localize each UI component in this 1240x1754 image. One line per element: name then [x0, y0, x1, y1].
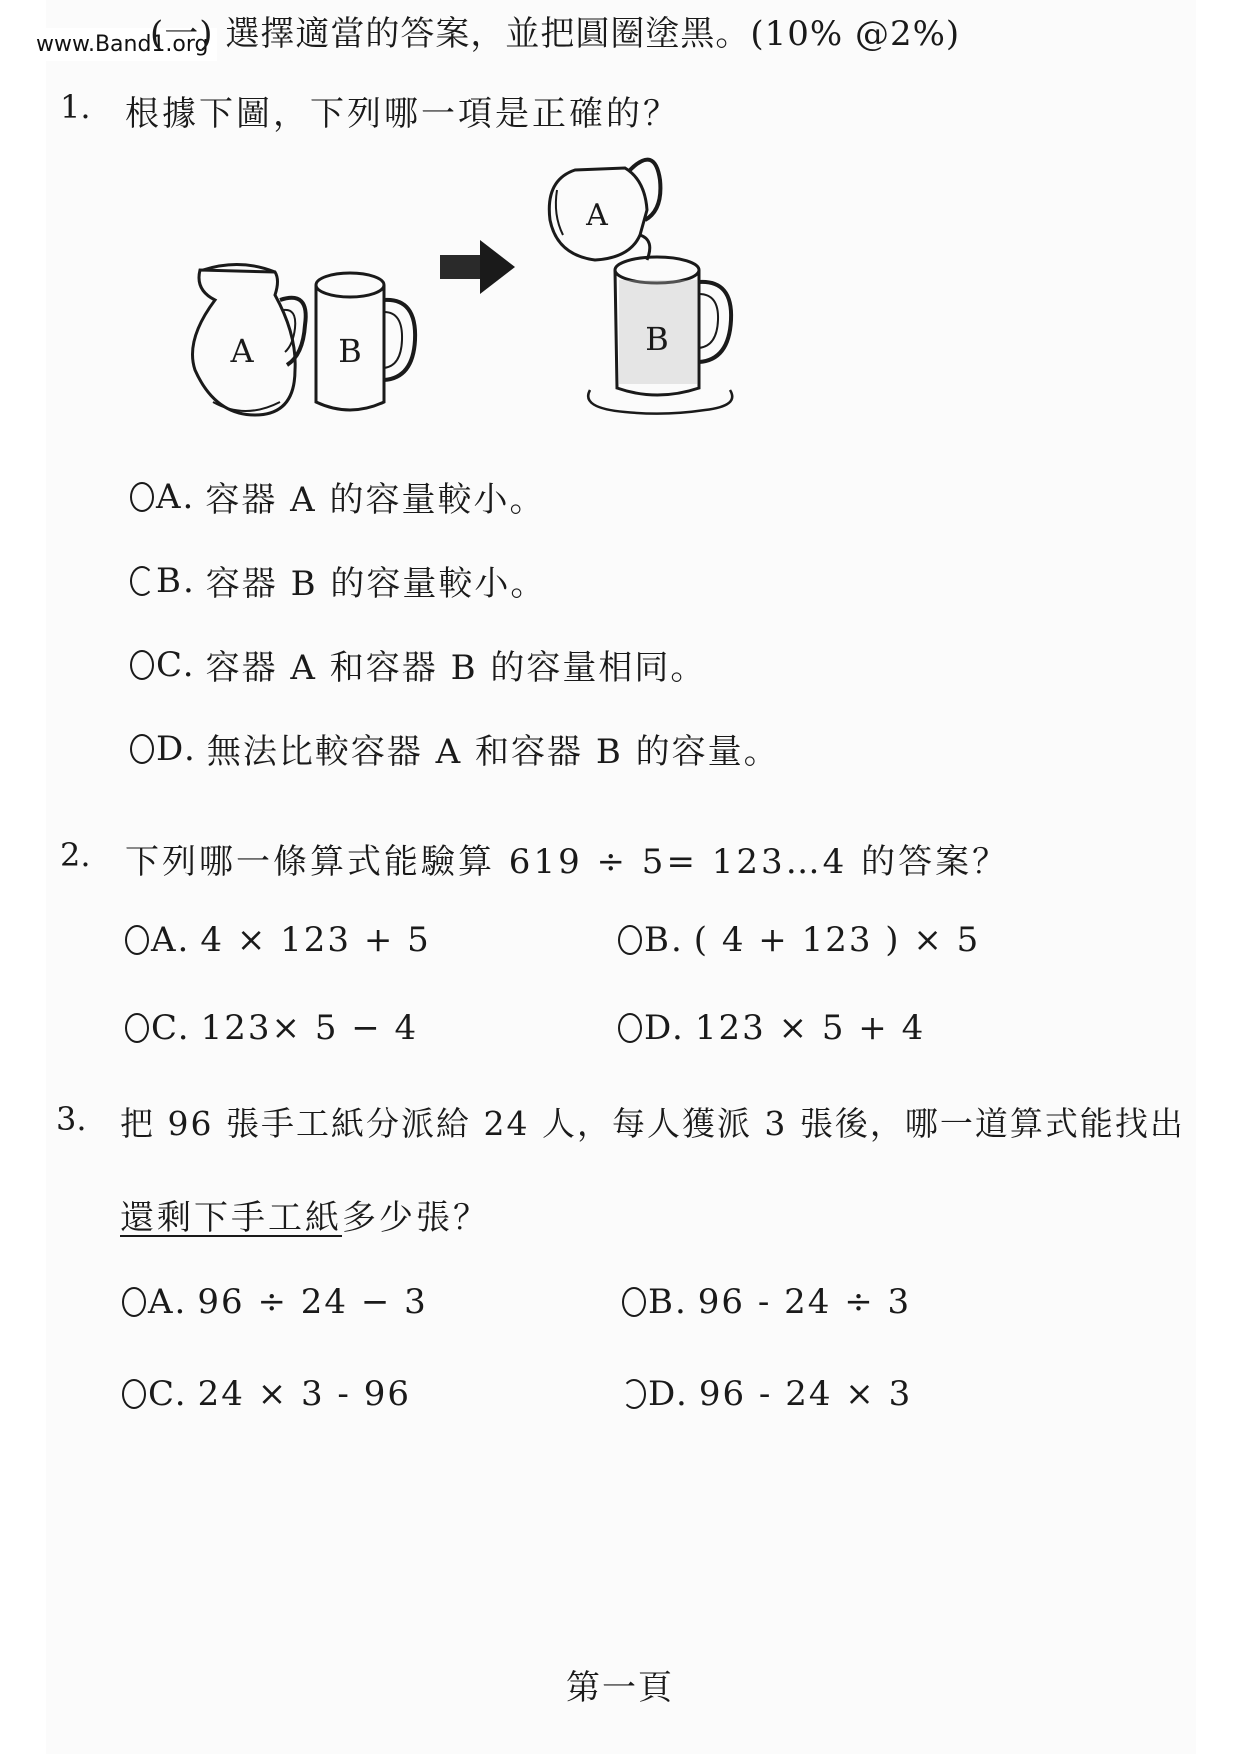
q1-option-b[interactable]: B. 容器 B 的容量較小。 [130, 556, 546, 605]
label-b-left: B [338, 332, 362, 370]
q3-option-d[interactable]: D. 96 - 24 × 3 [622, 1374, 912, 1414]
answer-bubble[interactable] [622, 1287, 646, 1317]
question-3-text-line1: 把 96 張手工紙分派給 24 人，每人獲派 3 張後，哪一道算式能找出 [120, 1104, 1185, 1143]
q2-option-c[interactable]: C. 123× 5 − 4 [125, 1008, 418, 1048]
answer-bubble[interactable] [122, 1287, 146, 1317]
answer-bubble[interactable] [125, 1013, 149, 1043]
q3-option-a[interactable]: A. 96 ÷ 24 − 3 [122, 1282, 428, 1322]
label-b-right: B [645, 320, 669, 358]
mug-b [316, 273, 415, 410]
answer-bubble[interactable] [130, 482, 154, 512]
question-1-text: 根據下圖，下列哪一項是正確的？ [125, 94, 680, 134]
question-3-text-line2: 還剩下手工紙多少張？ [120, 1198, 490, 1238]
answer-bubble[interactable] [125, 925, 149, 955]
q1-option-a[interactable]: A. 容器 A 的容量較小。 [130, 472, 546, 521]
underlined-phrase: 還剩下手工紙 [120, 1198, 342, 1238]
q3-option-c[interactable]: C. 24 × 3 - 96 [122, 1374, 411, 1414]
q3-option-b[interactable]: B. 96 - 24 ÷ 3 [622, 1282, 911, 1322]
watermark: www.Band1.org [28, 28, 217, 61]
label-a-right: A [586, 198, 608, 233]
answer-bubble[interactable] [130, 734, 154, 764]
question-1-figure [185, 140, 765, 430]
arrow-right-icon [440, 240, 515, 294]
q1-option-d[interactable]: D. 無法比較容器 A 和容器 B 的容量。 [130, 724, 780, 773]
question-1-number: 1. [60, 88, 91, 126]
answer-bubble[interactable] [130, 650, 154, 680]
container-illustration [185, 140, 765, 430]
answer-bubble[interactable] [618, 1013, 642, 1043]
answer-bubble[interactable] [122, 1379, 146, 1409]
answer-bubble[interactable] [618, 925, 642, 955]
q2-option-a[interactable]: A. 4 × 123 + 5 [125, 920, 431, 960]
q1-option-c[interactable]: C. 容器 A 和容器 B 的容量相同。 [130, 640, 706, 689]
question-3-number: 3. [56, 1100, 87, 1138]
page-number: 第一頁 [566, 1668, 674, 1708]
section-title: (一) 選擇適當的答案，並把圓圈塗黑。(10% @2%) [150, 14, 961, 54]
q2-option-d[interactable]: D. 123 × 5 + 4 [618, 1008, 925, 1048]
label-a-left: A [230, 332, 254, 370]
question-2-text: 下列哪一條算式能驗算 619 ÷ 5= 123…4 的答案？ [125, 842, 1010, 882]
q2-option-b[interactable]: B. ( 4 + 123 ) × 5 [618, 920, 980, 960]
answer-bubble[interactable] [622, 1379, 646, 1409]
question-2-number: 2. [60, 836, 91, 874]
answer-bubble[interactable] [130, 566, 154, 596]
